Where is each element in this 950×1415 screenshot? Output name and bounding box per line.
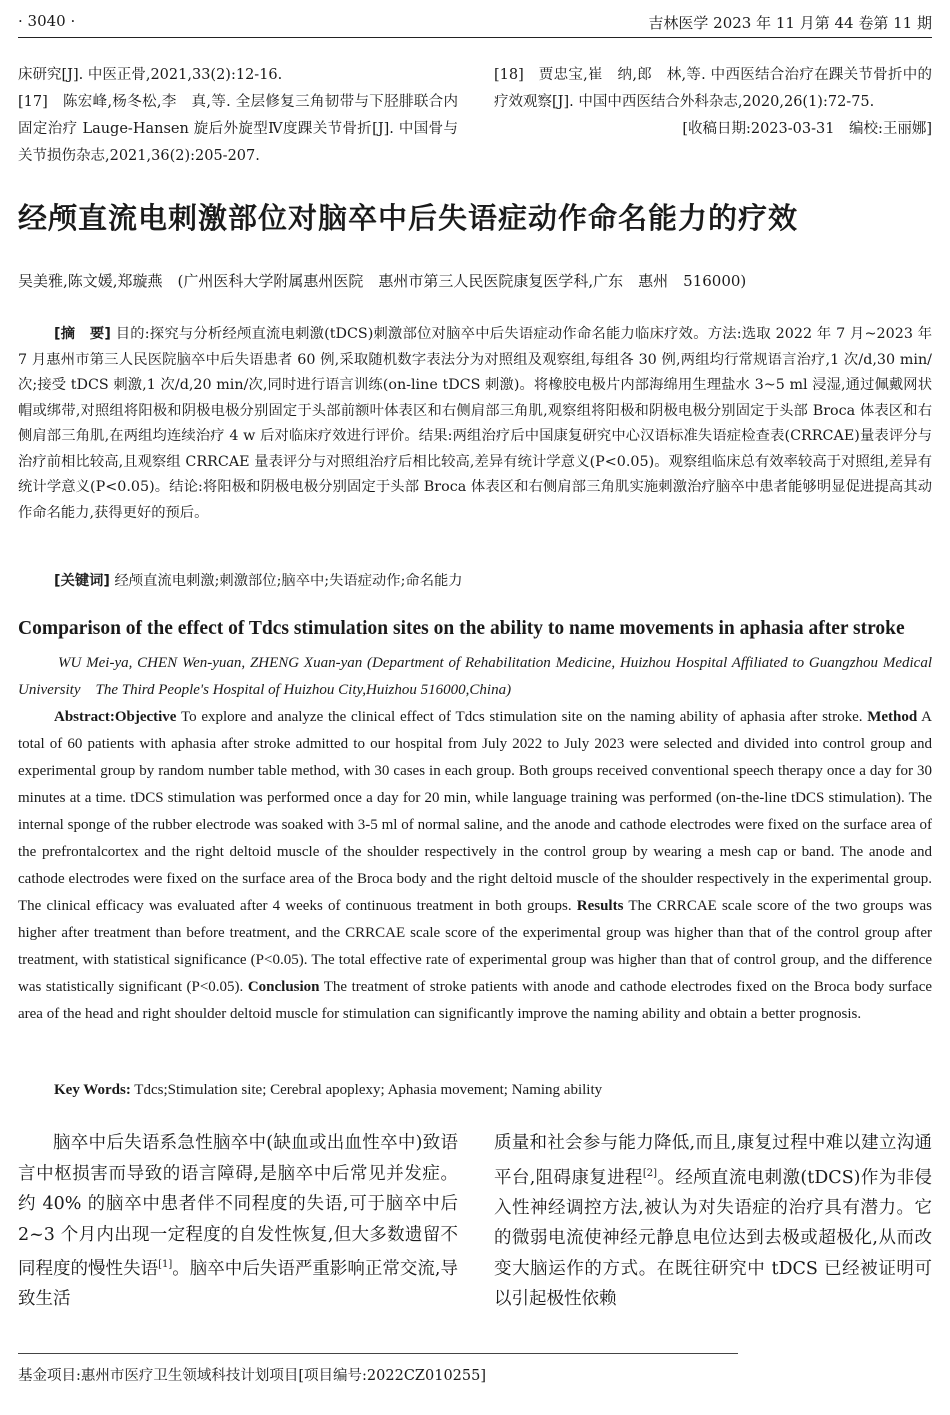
body-left-text: 脑卒中后失语系急性脑卒中(缺血或出血性卒中)致语言中枢损害而导致的语言障碍,是脑卒中后常见并发症。约 40% 的脑卒中患者伴不同程度的失语,可于脑卒中后 2~3 个月内出现一定程度的自发性恢复,但大多数遗留不同程度的慢性失语	[18, 1133, 458, 1279]
body-left-tail: 。脑卒中后失语严重影响正常交流,导致生活	[18, 1258, 459, 1310]
references-right	[494, 62, 932, 143]
article-title-cn: 经颅直流电刺激部位对脑卒中后失语症动作命名能力的疗效	[18, 201, 799, 235]
body-column-left	[18, 1128, 458, 1315]
results-text: The CRRCAE scale score of the two groups was higher after treatment than before treatment, and the CRRCAE scale score of the experimental group was higher than that of the control group after treatment, with statistical significance (P<0.05). The total effective rate of experimental group was higher than that of control group, and the difference was statistically significant (P<0.05).	[18, 898, 932, 995]
objective-text: To explore and analyze the clinical effect of Tdcs stimulation site on the naming ability of aphasia after stroke.	[180, 709, 863, 725]
body-column-right	[494, 1128, 932, 1315]
journal-info: 吉林医学 2023 年 11 月第 44 卷第 11 期	[648, 14, 932, 32]
reference-item: [18] 贾忠宝,崔 纳,郎 林,等. 中西医结合治疗在踝关节骨折中的疗效观察[J]. 中国中西医结合外科杂志,2020,26(1):72-75.	[494, 67, 932, 110]
abstract-cn	[18, 322, 932, 526]
abstract-cn-label: [摘 要]	[54, 326, 111, 342]
keywords-en-text: Tdcs;Stimulation site; Cerebral apoplexy; Aphasia movement; Naming ability	[134, 1082, 603, 1098]
abstract-en	[18, 704, 932, 1028]
keywords-en	[54, 1082, 602, 1099]
running-header	[18, 8, 932, 36]
received-line: [收稿日期:2023-03-31 编校:王丽娜]	[682, 121, 932, 137]
article-title-en: Comparison of the effect of Tdcs stimulation sites on the ability to name movements in aphasia after stroke	[18, 618, 905, 639]
page-number: · 3040 ·	[18, 12, 76, 30]
body-right-text: 质量和社会参与能力降低,而且,康复过程中难以建立沟通平台,阻碍康复进程	[494, 1133, 932, 1188]
footnote-rule	[18, 1353, 738, 1354]
citation-2: [2]	[642, 1167, 658, 1179]
references-left	[18, 62, 458, 170]
citation-1: [1]	[158, 1259, 173, 1270]
reference-item: [17] 陈宏峰,杨冬松,李 真,等. 全层修复三角韧带与下胫腓联合内固定治疗 Lauge-Hansen 旋后外旋型Ⅳ度踝关节骨折[J]. 中国骨与关节损伤杂志,2021,36(2):205-207.	[18, 94, 458, 164]
keywords-cn	[54, 570, 463, 590]
authors-cn: 吴美雅,陈文媛,郑璇燕 (广州医科大学附属惠州医院 惠州市第三人民医院康复医学科,广东 惠州 516000)	[18, 272, 747, 290]
conclusion-text: The treatment of stroke patients with anode and cathode electrodes fixed on the Broca body surface area of the head and right shoulder deltoid muscle for stimulation can significantly improve the naming ability and obtain a better prognosis.	[18, 979, 933, 1022]
keywords-en-label: Key Words:	[54, 1082, 131, 1098]
method-label: Method	[867, 709, 918, 725]
keywords-cn-label: [关键词]	[54, 573, 110, 589]
abstract-en-label: Abstract:	[54, 709, 115, 725]
body-right-tail: 。经颅直流电刺激(tDCS)作为非侵入性神经调控方法,被认为对失语症的治疗具有潜力。它的微弱电流使神经元静息电位达到去极或超极化,从而改变大脑运作的方式。在既往研究中 tDCS 已经被证明可以引起极性依赖	[494, 1167, 932, 1310]
reference-item: 床研究[J]. 中医正骨,2021,33(2):12-16.	[18, 67, 283, 83]
method-text: A total of 60 patients with aphasia after stroke admitted to our hospital from July 2022 to July 2023 were selected and divided into control group and experimental group by random number table method, with 30 cases in each group. Both groups received conventional speech therapy once a day for 30 minutes at a time. tDCS stimulation was performed once a day for 20 min, while language training was performed (on-the-line tDCS stimulation). The internal sponge of the rubber electrode was soaked with 3-5 ml of normal saline, and the anode and cathode electrodes were fixed on the surface area of the prefrontalcortex and the right deltoid muscle of the shoulder respectively in the control group by wearing a mesh cap or band. The anode and cathode electrodes were fixed on the surface area of the Broca body and the right deltoid muscle of the shoulder respectively in the experimental group. The clinical efficacy was evaluated after 4 weeks of continuous treatment in both groups.	[18, 709, 932, 914]
conclusion-label: Conclusion	[247, 979, 320, 995]
results-label: Results	[576, 898, 624, 914]
keywords-cn-text: 经颅直流电刺激;刺激部位;脑卒中;失语症动作;命名能力	[114, 573, 463, 589]
objective-label: Objective	[114, 709, 177, 725]
authors-en: WU Mei-ya, CHEN Wen-yuan, ZHENG Xuan-yan (Department of Rehabilitation Medicine, Huizhou Hospital Affiliated to Guangzhou Medical University The Third People's Hospital of Huizhou City,Huizhou 516000,China)	[18, 655, 932, 698]
header-rule	[18, 37, 932, 38]
footnote: 基金项目:惠州市医疗卫生领域科技计划项目[项目编号:2022CZ010255]	[18, 1368, 487, 1384]
abstract-cn-text: 目的:探究与分析经颅直流电刺激(tDCS)刺激部位对脑卒中后失语症动作命名能力临床疗效。方法:选取 2022 年 7 月~2023 年 7 月惠州市第三人民医院脑卒中后失语患者 60 例,采取随机数字表法分为对照组及观察组,每组各 30 例,两组均行常规语言治疗,1 次/d,30 min/次;接受 tDCS 刺激,1 次/d,20 min/次,同时进行语言训练(on-line tDCS 刺激)。将橡胶电极片内部海绵用生理盐水 3~5 ml 浸湿,通过佩戴网状帽或绑带,对照组将阳极和阴极电极分别固定于头部前额叶体表区和右侧肩部三角肌,观察组将阳极和阴极电极分别固定于头部 Broca 体表区和右侧肩部三角肌,在两组均连续治疗 4 w 后对临床疗效进行评价。结果:两组治疗后中国康复研究中心汉语标准失语症检查表(CRRCAE)量表评分与治疗前相比较高,且观察组 CRRCAE 量表评分与对照组治疗后相比较高,差异有统计学意义(P<0.05)。观察组临床总有效率较高于对照组,差异有统计学意义(P<0.05)。结论:将阳极和阴极电极分别固定于头部 Broca 体表区和右侧肩部三角肌实施刺激治疗脑卒中患者能够明显促进提高其动作命名能力,获得更好的预后。	[18, 326, 932, 521]
